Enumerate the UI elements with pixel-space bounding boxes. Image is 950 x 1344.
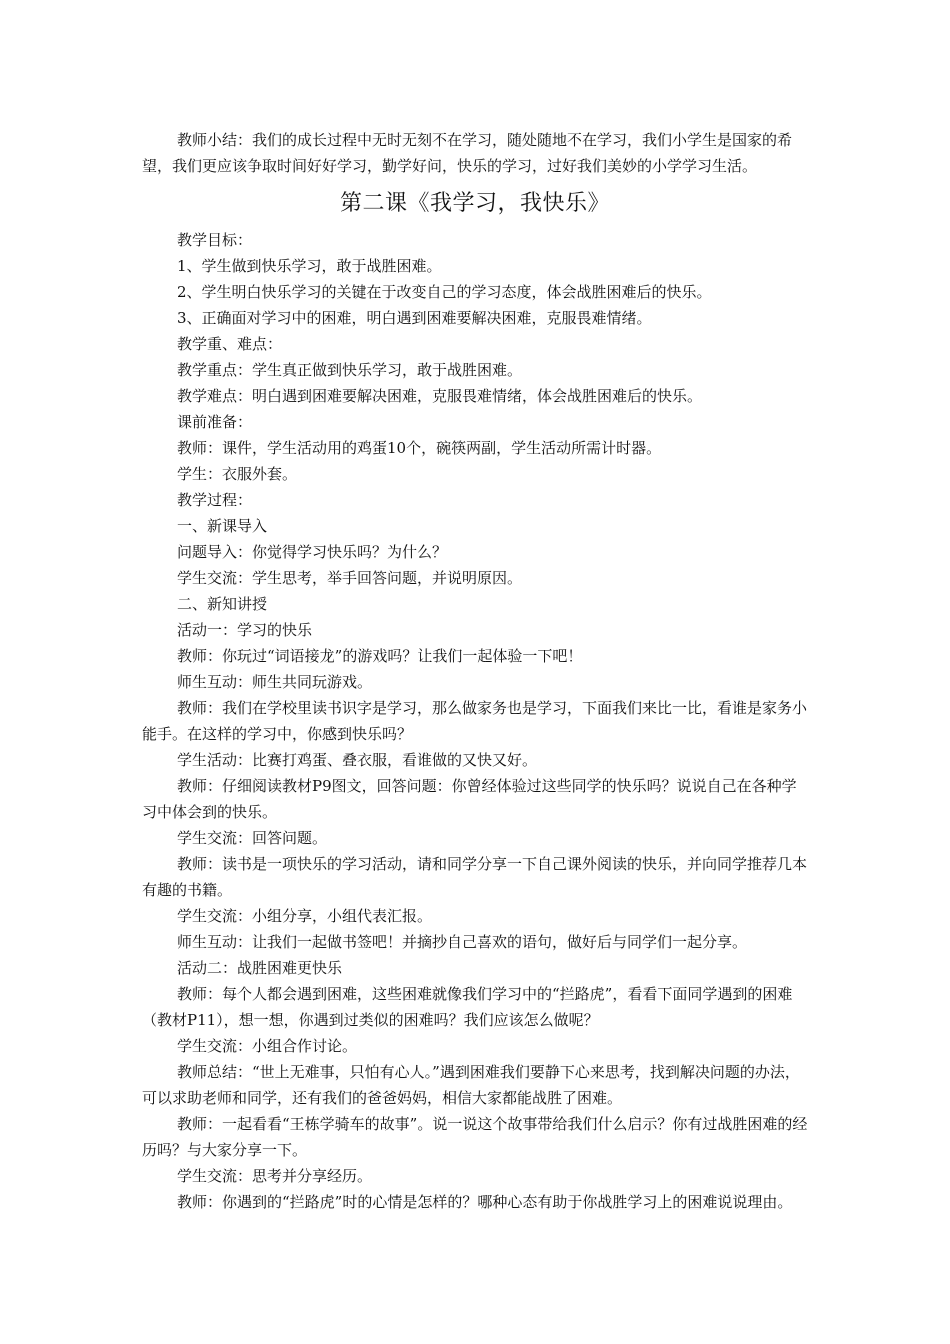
lesson-line: 教学难点：明白遇到困难要解决困难，克服畏难情绪，体会战胜困难后的快乐。 xyxy=(177,387,703,405)
lesson-line: 活动二：战胜困难更快乐 xyxy=(177,959,343,977)
lesson-line: 师生互动：让我们一起做书签吧！并摘抄自己喜欢的语句，做好后与同学们一起分享。 xyxy=(177,933,748,951)
lesson-line: 问题导入：你觉得学习快乐吗？为什么？ xyxy=(177,543,448,561)
lesson-title: 第二课《我学习，我快乐》 xyxy=(339,191,610,216)
lesson-plan-lines xyxy=(142,227,808,1215)
lesson-line: 学生：衣服外套。 xyxy=(177,465,298,483)
lesson-line: 学生交流：回答问题。 xyxy=(177,829,328,847)
lesson-line: 教师：仔细阅读教材P9图文，回答问题：你曾经体验过这些同学的快乐吗？说说自己在各种学习中体会到的快乐。 xyxy=(142,777,797,821)
lesson-line: 学生活动：比赛打鸡蛋、叠衣服，看谁做的又快又好。 xyxy=(177,751,538,769)
lesson-line: 2、学生明白快乐学习的关键在于改变自己的学习态度，体会战胜困难后的快乐。 xyxy=(177,283,712,301)
lesson-line: 师生互动：师生共同玩游戏。 xyxy=(177,673,373,691)
lesson-line: 一、新课导入 xyxy=(177,517,268,535)
lesson-line: 学生交流：思考并分享经历。 xyxy=(177,1167,373,1185)
lesson-line: 教学重点：学生真正做到快乐学习，敢于战胜困难。 xyxy=(177,361,523,379)
lesson-line: 教学重、难点： xyxy=(177,335,283,353)
lesson-line: 教师：每个人都会遇到困难，这些困难就像我们学习中的“拦路虎”，看看下面同学遇到的困难（教材P11），想一想，你遇到过类似的困难吗？我们应该怎么做呢？ xyxy=(142,985,793,1029)
lesson-line: 教学过程： xyxy=(177,491,253,509)
lesson-line: 活动一：学习的快乐 xyxy=(177,621,313,639)
lesson-line: 教师总结：“世上无难事，只怕有心人。”遇到困难我们要静下心来思考，找到解决问题的办法，可以求助老师和同学，还有我们的爸爸妈妈，相信大家都能战胜了困难。 xyxy=(142,1063,800,1107)
lesson-line: 教师：一起看看“王栋学骑车的故事”。说一说这个故事带给我们什么启示？你有过战胜困难的经历吗？与大家分享一下。 xyxy=(142,1115,808,1159)
lesson-line: 教师：你遇到的“拦路虎”时的心情是怎样的？哪种心态有助于你战胜学习上的困难说说理由。 xyxy=(177,1193,793,1211)
lesson-line: 课前准备： xyxy=(177,413,253,431)
lesson-line: 教学目标： xyxy=(177,231,253,249)
document-body xyxy=(142,127,808,1215)
lesson-line: 二、新知讲授 xyxy=(177,595,268,613)
lesson-line: 3、正确面对学习中的困难，明白遇到困难要解决困难，克服畏难情绪。 xyxy=(177,309,652,327)
lesson-line: 学生交流：小组合作讨论。 xyxy=(177,1037,358,1055)
lesson-line: 教师：我们在学校里读书识字是学习，那么做家务也是学习，下面我们来比一比，看谁是家务小能手。在这样的学习中，你感到快乐吗？ xyxy=(142,699,808,743)
lesson-line: 1、学生做到快乐学习，敢于战胜困难。 xyxy=(177,257,442,275)
lesson-line: 学生交流：小组分享，小组代表汇报。 xyxy=(177,907,433,925)
lesson-line: 教师：读书是一项快乐的学习活动，请和同学分享一下自己课外阅读的快乐，并向同学推荐几本有趣的书籍。 xyxy=(142,855,808,899)
lesson-line: 学生交流：学生思考，举手回答问题，并说明原因。 xyxy=(177,569,523,587)
lesson-line: 教师：课件，学生活动用的鸡蛋10个，碗筷两副，学生活动所需计时器。 xyxy=(177,439,662,457)
lesson-line: 教师：你玩过“词语接龙”的游戏吗？让我们一起体验一下吧！ xyxy=(177,647,583,665)
summary-paragraph: 教师小结：我们的成长过程中无时无刻不在学习，随处随地不在学习，我们小学生是国家的希望，我们更应该争取时间好好学习，勤学好问，快乐的学习，过好我们美妙的小学学习生活。 xyxy=(142,131,793,175)
